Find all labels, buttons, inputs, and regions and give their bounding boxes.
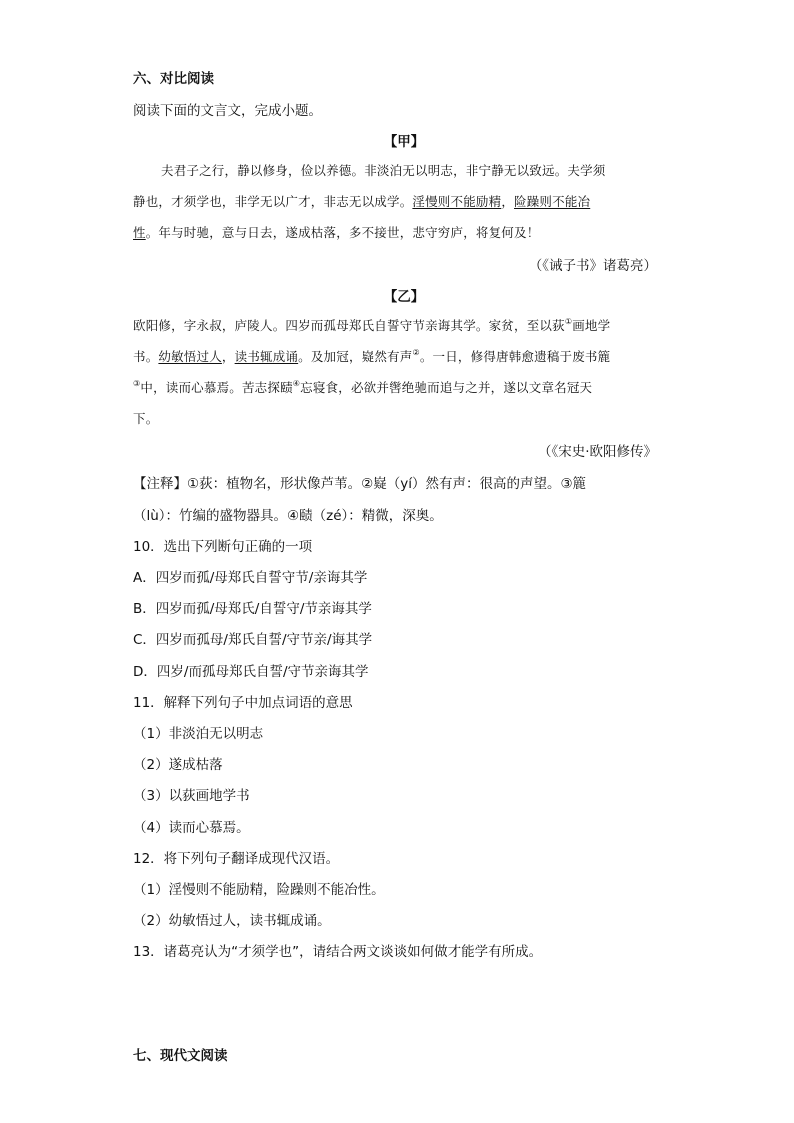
question-12-item: （2）幼敏悟过人，读书辄成诵。: [133, 913, 331, 929]
underlined-phrase: 淫慢则不能励精: [412, 194, 502, 209]
notes-line: 【注释】①荻：植物名，形状像芦苇。②嶷（yí）然有声：很高的声望。③簏: [133, 476, 587, 492]
section-title: 七、现代文阅读: [133, 1048, 228, 1064]
passage-jia-source: （《诫子书》诸葛亮）: [528, 258, 657, 274]
underlined-phrase: 读书辄成诵: [234, 349, 299, 364]
passage-yi-line: ③中，读而心慕焉。苦志探赜④忘寝食，必欲并辔绝驰而追与之并，遂以文章名冠天: [133, 379, 593, 395]
question-11-item: （3）以荻画地学书: [133, 788, 250, 804]
passage-jia-heading: 【甲】: [383, 134, 425, 150]
passage-yi-line: 书。幼敏悟过人，读书辄成诵。及加冠，嶷然有声②。一日，修得唐韩愈遗稿于废书簏: [133, 348, 611, 364]
option-a: A．四岁而孤/母郑氏自誓守节/亲诲其学: [133, 570, 368, 586]
passage-yi-line: 欧阳修，字永叔，庐陵人。四岁而孤母郑氏自誓守节亲诲其学。家贫，至以荻①画地学: [133, 317, 611, 333]
option-d: D．四岁/而孤母郑氏自誓/守节亲诲其学: [133, 664, 369, 680]
section-title: 六、对比阅读: [133, 71, 214, 87]
passage-jia-line: 静也，才须学也，非学无以广才，非志无以成学。淫慢则不能励精，险躁则不能冶: [133, 194, 591, 209]
option-c: C．四岁而孤母/郑氏自誓/守节亲/诲其学: [133, 632, 373, 648]
passage-jia-line: 夫君子之行，静以修身，俭以养德。非淡泊无以明志，非宁静无以致远。夫学须: [161, 163, 606, 178]
option-b: B．四岁而孤/母郑氏/自誓守/节亲诲其学: [133, 601, 372, 617]
passage-yi-heading: 【乙】: [383, 289, 425, 305]
question-12-item: （1）淫慢则不能励精，险躁则不能冶性。: [133, 882, 385, 898]
underlined-phrase: 性: [133, 225, 146, 240]
notes-line: （lù）：竹编的盛物器具。④赜（zé）：精微，深奥。: [133, 508, 443, 524]
question-10: 10．选出下列断句正确的一项: [133, 539, 313, 555]
question-12: 12．将下列句子翻译成现代汉语。: [133, 851, 340, 867]
question-11-item: （2）遂成枯落: [133, 757, 223, 773]
instruction-text: 阅读下面的文言文，完成小题。: [133, 103, 322, 119]
question-11: 11．解释下列句子中加点词语的意思: [133, 695, 353, 711]
passage-yi-line: 下。: [133, 411, 159, 426]
question-11-item: （4）读而心慕焉。: [133, 820, 250, 836]
question-13: 13．诸葛亮认为“才须学也”，请结合两文谈谈如何做才能学有所成。: [133, 944, 543, 960]
underlined-phrase: 险躁则不能冶: [514, 194, 591, 209]
question-11-item: （1）非淡泊无以明志: [133, 726, 264, 742]
passage-yi-source: （《宋史·欧阳修传》: [537, 444, 657, 460]
underlined-phrase: 幼敏悟过人: [158, 349, 222, 364]
passage-jia-line: 性。年与时驰，意与日去，遂成枯落，多不接世，悲守穷庐，将复何及！: [133, 225, 540, 240]
